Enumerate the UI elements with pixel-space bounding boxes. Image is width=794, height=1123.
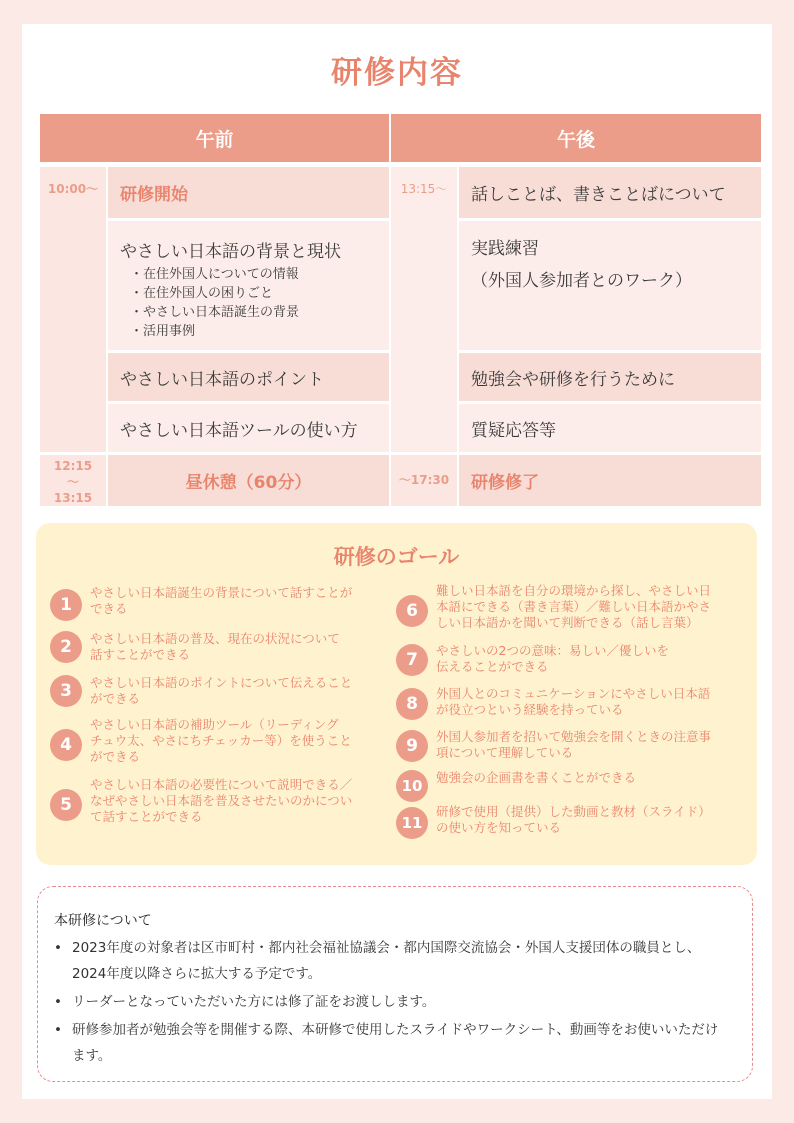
goal-number: 7 <box>396 644 428 676</box>
am-row-points: やさしい日本語のポイント <box>108 353 389 401</box>
goal-number: 4 <box>50 729 82 761</box>
goal-text-line: が役立つという経験を持っている <box>436 702 624 717</box>
notes-item-text: とし、2024年度以降さらに拡大する予定です。 <box>72 940 701 982</box>
am-header: 午前 <box>40 114 389 162</box>
goal-text-line: 勉強会の企画書を書くことができる <box>436 770 637 785</box>
background-title: やさしい日本語の背景と現状 <box>120 242 341 262</box>
pm-row-practice <box>459 221 761 350</box>
goal-text-line: 本語にできる（書き言葉）／難しい日本語かやさ <box>436 599 712 614</box>
pm-time-cell <box>391 167 457 452</box>
notes-box <box>37 886 753 1082</box>
goal-text-line: やさしいの2つの意味：易しい／優しいを <box>436 643 669 658</box>
goal-text-line: ができる <box>90 691 141 706</box>
goal-text <box>436 770 636 786</box>
pm-row-qa: 質疑応答等 <box>459 404 761 452</box>
am-row-background <box>108 221 389 350</box>
goal-text-line: 研修で使用（提供）した動画と教材（スライド） <box>436 804 711 819</box>
goal-number: 9 <box>396 730 428 762</box>
goal-text-line: やさしい日本語のポイントについて伝えること <box>90 675 353 690</box>
goal-text-line: 伝えることができる <box>436 659 549 674</box>
goal-text-line: やさしい日本語の普及、現在の状況について <box>90 631 340 646</box>
am-start-time: 10:00〜 <box>47 182 99 196</box>
goal-item <box>50 675 352 707</box>
pm-start-time: 13:15〜 <box>400 182 448 196</box>
notes-item-text: 2023年度の対象者は <box>72 940 201 956</box>
notes-list <box>38 935 728 1071</box>
goal-text-line: やさしい日本語誕生の背景について話すことが <box>90 585 353 600</box>
goal-item <box>50 585 353 621</box>
am-row-lunch: 昼休憩（60分） <box>108 455 389 506</box>
goal-number: 5 <box>50 789 82 821</box>
goal-text-line: なぜやさしい日本語を普及させたいのかについ <box>90 793 353 808</box>
goal-number: 1 <box>50 589 82 621</box>
pm-row-speech: 話しことば、書きことばについて <box>459 167 761 218</box>
pm-header: 午後 <box>391 114 761 162</box>
lunch-time-end: 13:15 <box>53 491 93 505</box>
goal-item <box>50 717 352 765</box>
practice-line-1: 実践練習 <box>471 239 539 259</box>
goal-item <box>50 631 340 663</box>
lunch-time-start: 12:15 <box>53 459 93 473</box>
goal-item <box>396 686 710 720</box>
goal-text <box>436 686 710 718</box>
goal-number: 2 <box>50 631 82 663</box>
background-items <box>120 265 389 341</box>
am-row-start: 研修開始 <box>108 167 389 218</box>
goal-text-line: やさしい日本語の補助ツール（リーディング <box>90 717 339 732</box>
goal-item <box>396 770 636 802</box>
notes-item-text: 区市町村・都内社会福祉協議会・都内国際交流協会・外国人支援団体の職員 <box>200 940 660 956</box>
goal-number: 8 <box>396 688 428 720</box>
goal-text <box>436 729 711 761</box>
page-title: 研修内容 <box>331 55 463 91</box>
notes-title: 本研修について <box>54 913 152 929</box>
goal-text <box>90 777 352 825</box>
notes-item: • 研修参加者が勉強会等を開催する際、本研修で使用したスライドやワークシート、動画等をお使いいただけます。 <box>72 1017 728 1069</box>
goal-text <box>436 643 669 675</box>
pm-end-time: 〜17:30 <box>391 455 457 506</box>
goal-text <box>90 585 352 617</box>
goal-text <box>436 804 711 836</box>
goal-text-line: やさしい日本語の必要性について説明できる／ <box>90 777 353 792</box>
goal-text-line: 話すことができる <box>90 647 191 662</box>
goal-text <box>436 583 711 631</box>
goal-text <box>90 631 340 663</box>
goal-item <box>396 643 669 676</box>
goal-text-line: チュウ太、やさにちチェッカー等）を使うこと <box>90 733 352 748</box>
background-item: ・やさしい日本語誕生の背景 <box>130 305 300 320</box>
notes-item: • リーダーとなっていただいた方には修了証をお渡しします。 <box>72 989 728 1015</box>
goal-number: 3 <box>50 675 82 707</box>
goal-number: 6 <box>396 595 428 627</box>
goal-item <box>396 729 711 762</box>
goal-text-line: 外国人参加者を招いて勉強会を開くときの注意事 <box>436 729 712 744</box>
goal-text-line: て話すことができる <box>90 809 203 824</box>
practice-line-2: （外国人参加者とのワーク） <box>471 271 692 291</box>
notes-item <box>72 935 728 987</box>
am-time-cell <box>40 167 106 452</box>
goal-text-line: ができる <box>90 749 141 764</box>
lunch-time-sep: 〜 <box>66 475 79 489</box>
background-item: ・在住外国人についての情報 <box>130 267 299 282</box>
background-item: ・在住外国人の困りごと <box>130 286 274 301</box>
pm-row-study: 勉強会や研修を行うために <box>459 353 761 401</box>
goal-text <box>90 717 352 765</box>
goal-text-line: 外国人とのコミュニケーションにやさしい日本語 <box>436 686 711 701</box>
goal-text-line: できる <box>90 601 128 616</box>
lunch-time-cell <box>40 455 106 506</box>
goal-item <box>396 583 711 631</box>
goal-text <box>90 675 352 707</box>
goal-text-line: 難しい日本語を自分の環境から探し、やさしい日 <box>436 583 712 598</box>
goals-title: 研修のゴール <box>333 545 460 569</box>
goal-text-line: しい日本語かを聞いて判断できる（話し言葉） <box>436 615 699 630</box>
pm-row-end: 研修修了 <box>459 455 761 506</box>
goal-item <box>396 804 711 839</box>
goal-number: 10 <box>396 770 428 802</box>
goal-item <box>50 777 352 825</box>
goals-panel <box>36 523 757 865</box>
goal-text-line: の使い方を知っている <box>436 820 562 835</box>
background-item: ・活用事例 <box>130 324 196 339</box>
goal-text-line: 項について理解している <box>436 745 574 760</box>
goal-number: 11 <box>396 807 428 839</box>
am-row-tools: やさしい日本語ツールの使い方 <box>108 404 389 452</box>
